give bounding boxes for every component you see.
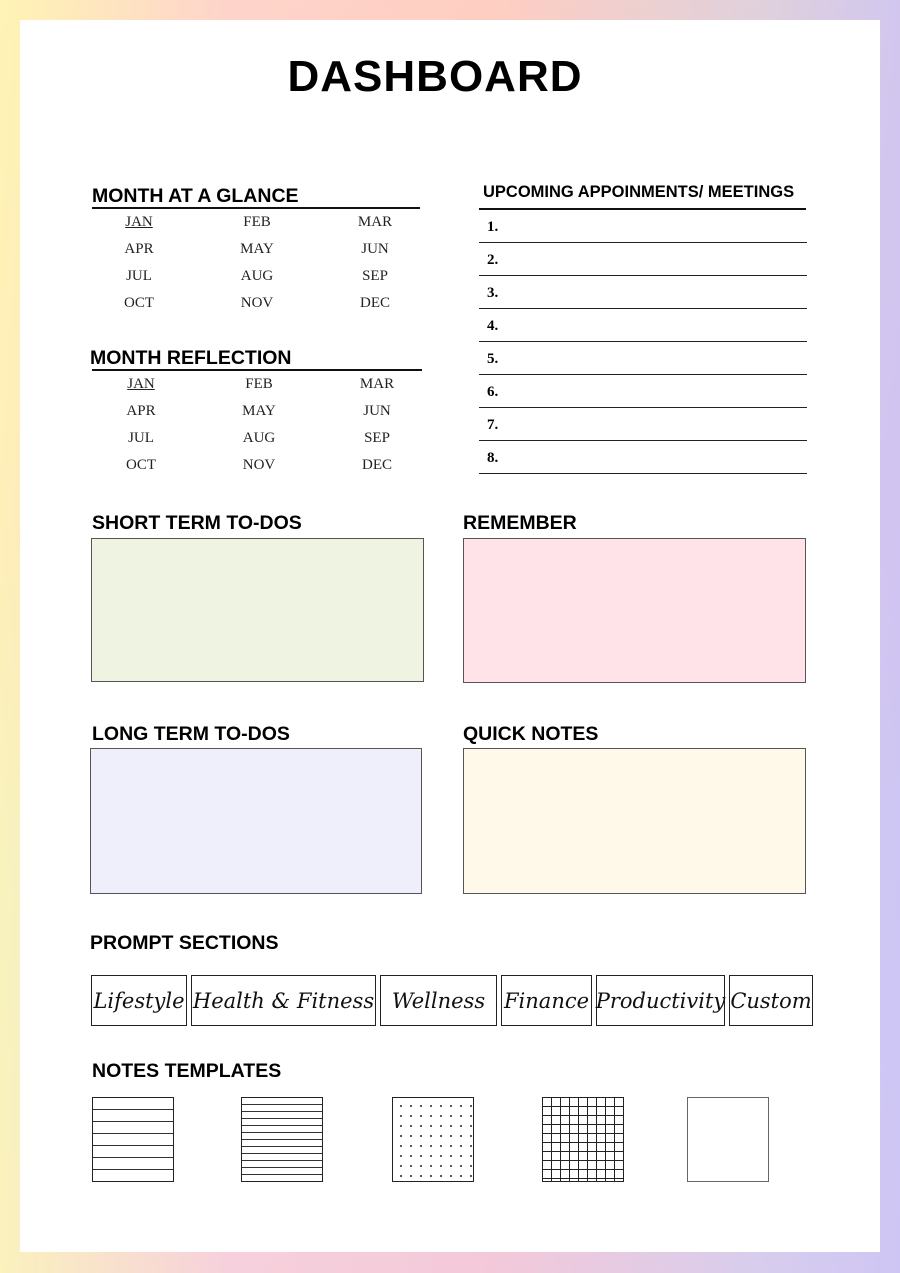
long-term-todos-box[interactable] bbox=[90, 748, 422, 894]
lined-icon[interactable] bbox=[92, 1097, 174, 1182]
appointment-line[interactable] bbox=[479, 210, 807, 243]
graph-grid-icon[interactable] bbox=[542, 1097, 624, 1182]
month-link-apr[interactable]: APR bbox=[124, 241, 154, 257]
dot-grid-icon[interactable] bbox=[392, 1097, 474, 1182]
reflection-link-oct[interactable]: OCT bbox=[126, 457, 156, 473]
prompt-tab-custom[interactable]: Custom bbox=[729, 975, 813, 1026]
reflection-link-jul[interactable]: JUL bbox=[128, 430, 154, 446]
appointment-line[interactable] bbox=[479, 375, 807, 408]
heading-underline bbox=[92, 369, 422, 371]
month-at-a-glance-grid bbox=[80, 213, 434, 313]
month-at-a-glance-heading: MONTH AT A GLANCE bbox=[92, 185, 299, 207]
remember-box[interactable] bbox=[463, 538, 806, 683]
month-link-feb[interactable]: FEB bbox=[243, 214, 271, 230]
appointment-number: 2. bbox=[487, 252, 499, 268]
month-reflection-heading: MONTH REFLECTION bbox=[90, 347, 292, 369]
reflection-link-apr[interactable]: APR bbox=[126, 403, 156, 419]
notes-templates-heading: NOTES TEMPLATES bbox=[92, 1060, 282, 1082]
reflection-link-jun[interactable]: JUN bbox=[363, 403, 391, 419]
appointment-number: 1. bbox=[487, 219, 499, 235]
reflection-link-aug[interactable]: AUG bbox=[242, 430, 276, 446]
reflection-link-may[interactable]: MAY bbox=[242, 403, 276, 419]
appointment-number: 6. bbox=[487, 384, 499, 400]
reflection-link-sep[interactable]: SEP bbox=[364, 430, 390, 446]
blank-page-icon[interactable] bbox=[687, 1097, 769, 1182]
reflection-link-nov[interactable]: NOV bbox=[242, 457, 276, 473]
quick-notes-heading: QUICK NOTES bbox=[463, 723, 599, 745]
appointment-line[interactable] bbox=[479, 276, 807, 309]
month-link-nov[interactable]: NOV bbox=[240, 295, 274, 311]
reflection-link-jan[interactable]: JAN bbox=[127, 376, 155, 392]
appointment-line[interactable] bbox=[479, 342, 807, 375]
reflection-link-feb[interactable]: FEB bbox=[245, 376, 273, 392]
appointment-line[interactable] bbox=[479, 408, 807, 441]
appointment-line[interactable] bbox=[479, 441, 807, 474]
appointment-number: 7. bbox=[487, 417, 499, 433]
month-link-dec[interactable]: DEC bbox=[360, 295, 390, 311]
appointment-number: 4. bbox=[487, 318, 499, 334]
appointment-line[interactable] bbox=[479, 309, 807, 342]
short-term-todos-heading: SHORT TERM TO-DOS bbox=[92, 512, 302, 534]
appointment-number: 5. bbox=[487, 351, 499, 367]
month-link-jan[interactable]: JAN bbox=[125, 214, 153, 230]
appointments-list bbox=[479, 210, 807, 475]
heading-underline bbox=[92, 207, 420, 209]
appointment-line[interactable] bbox=[479, 243, 807, 276]
prompt-tab-health-fitness[interactable]: Health & Fitness bbox=[191, 975, 376, 1026]
prompt-sections-tabs bbox=[91, 975, 813, 1026]
appointment-number: 3. bbox=[487, 285, 499, 301]
narrow-lined-icon[interactable] bbox=[241, 1097, 323, 1182]
month-link-jun[interactable]: JUN bbox=[361, 241, 389, 257]
prompt-tab-finance[interactable]: Finance bbox=[501, 975, 592, 1026]
reflection-link-dec[interactable]: DEC bbox=[362, 457, 392, 473]
appointments-heading: UPCOMING APPOINMENTS/ MEETINGS bbox=[483, 183, 795, 201]
prompt-tab-productivity[interactable]: Productivity bbox=[596, 975, 725, 1026]
month-reflection-grid bbox=[82, 375, 436, 475]
month-link-aug[interactable]: AUG bbox=[240, 268, 274, 284]
month-link-jul[interactable]: JUL bbox=[126, 268, 152, 284]
remember-heading: REMEMBER bbox=[463, 512, 577, 534]
month-link-mar[interactable]: MAR bbox=[357, 214, 393, 230]
prompt-tab-wellness[interactable]: Wellness bbox=[380, 975, 497, 1026]
prompt-tab-lifestyle[interactable]: Lifestyle bbox=[91, 975, 187, 1026]
appointment-number: 8. bbox=[487, 450, 499, 466]
short-term-todos-box[interactable] bbox=[91, 538, 424, 682]
prompt-sections-heading: PROMPT SECTIONS bbox=[90, 932, 279, 954]
quick-notes-box[interactable] bbox=[463, 748, 806, 894]
reflection-link-mar[interactable]: MAR bbox=[359, 376, 395, 392]
month-link-sep[interactable]: SEP bbox=[362, 268, 388, 284]
page-title: DASHBOARD bbox=[287, 52, 583, 101]
long-term-todos-heading: LONG TERM TO-DOS bbox=[92, 723, 290, 745]
month-link-may[interactable]: MAY bbox=[240, 241, 274, 257]
month-link-oct[interactable]: OCT bbox=[124, 295, 154, 311]
